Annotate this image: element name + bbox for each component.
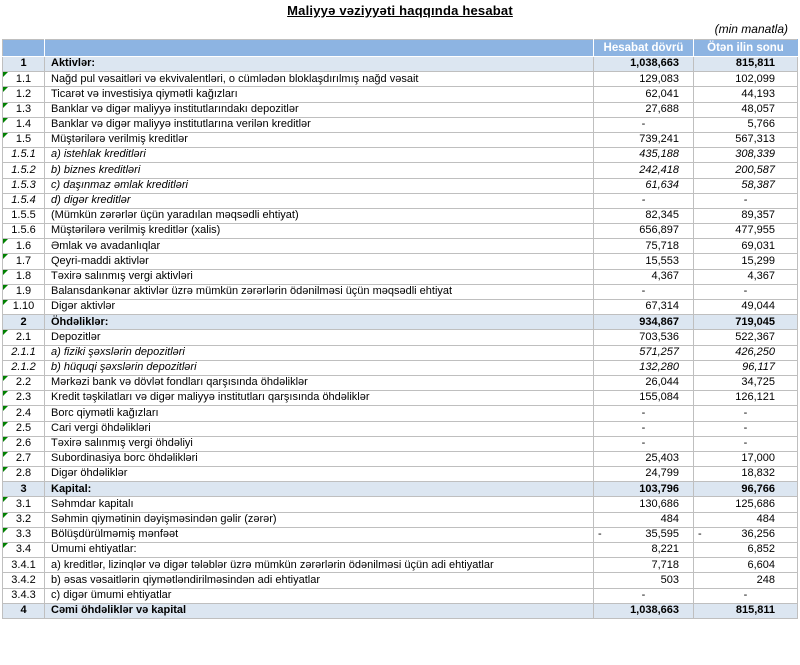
row-number-cell: 1 [3, 57, 45, 72]
row-number-cell: 1.9 [3, 284, 45, 299]
minus-sign: - [698, 528, 702, 541]
prior-year-value-cell: 102,099 [694, 72, 798, 87]
current-period-value-cell: 155,084 [594, 391, 694, 406]
cell-flag-triangle-icon [3, 391, 8, 396]
current-period-value-cell: 1,038,663 [594, 57, 694, 72]
prior-year-value-cell: - [694, 421, 798, 436]
current-period-value-cell: 656,897 [594, 224, 694, 239]
prior-year-value-cell: - [694, 588, 798, 603]
cell-flag-triangle-icon [3, 285, 8, 290]
table-row [3, 300, 798, 315]
row-label-cell: a) kreditlər, lizinqlər və digər tələblər üzrə mümkün zərərlərin ödənilməsi üçün adi ehtiyatlar [45, 558, 594, 573]
current-period-value-cell: 82,345 [594, 208, 694, 223]
table-row [3, 239, 798, 254]
cell-flag-triangle-icon [3, 239, 8, 244]
prior-year-value-cell: 96,117 [694, 360, 798, 375]
current-period-value-cell: 4,367 [594, 269, 694, 284]
cell-flag-triangle-icon [3, 254, 8, 259]
row-label-cell: Subordinasiya borc öhdəlikləri [45, 451, 594, 466]
header-prior-year-end: Ötən ilin sonu [694, 40, 798, 57]
row-number-cell: 1.5.1 [3, 148, 45, 163]
row-label-cell: Depozitlər [45, 330, 594, 345]
current-period-value-cell: 130,686 [594, 497, 694, 512]
header-row-number [3, 40, 45, 57]
current-period-value-cell: 739,241 [594, 132, 694, 147]
current-period-value-cell: 703,536 [594, 330, 694, 345]
current-period-value-cell: 129,083 [594, 72, 694, 87]
row-number-cell: 1.5.3 [3, 178, 45, 193]
prior-year-value-cell: 477,955 [694, 224, 798, 239]
prior-year-value-cell: 248 [694, 573, 798, 588]
row-label-cell: c) daşınmaz əmlak kreditləri [45, 178, 594, 193]
cell-flag-triangle-icon [3, 528, 8, 533]
table-row [3, 375, 798, 390]
row-number-cell: 1.5 [3, 132, 45, 147]
row-label-cell: Müştərilərə verilmiş kreditlər [45, 132, 594, 147]
row-number-cell: 2.1.2 [3, 360, 45, 375]
prior-year-value-cell: 18,832 [694, 467, 798, 482]
row-number-cell: 1.8 [3, 269, 45, 284]
prior-year-value-cell: 308,339 [694, 148, 798, 163]
table-row [3, 573, 798, 588]
row-number-cell: 1.7 [3, 254, 45, 269]
prior-year-value-cell: 5,766 [694, 117, 798, 132]
row-label-cell: Öhdəliklər: [45, 315, 594, 330]
table-row [3, 117, 798, 132]
current-period-value-cell [594, 527, 694, 542]
row-number-cell: 3.3 [3, 527, 45, 542]
row-label-cell: Borc qiymətli kağızları [45, 406, 594, 421]
row-label-cell: Səhmdar kapitalı [45, 497, 594, 512]
cell-flag-triangle-icon [3, 270, 8, 275]
table-row [3, 57, 798, 72]
negative-value [694, 529, 775, 541]
prior-year-value-cell: 719,045 [694, 315, 798, 330]
value-text: 36,256 [741, 528, 775, 541]
prior-year-value-cell: 484 [694, 512, 798, 527]
current-period-value-cell: 24,799 [594, 467, 694, 482]
current-period-value-cell: - [594, 588, 694, 603]
row-label-cell: Digər aktivlər [45, 300, 594, 315]
current-period-value-cell: - [594, 436, 694, 451]
current-period-value-cell: 103,796 [594, 482, 694, 497]
row-number-cell: 1.5.6 [3, 224, 45, 239]
row-label-cell: Kapital: [45, 482, 594, 497]
table-row [3, 269, 798, 284]
row-number-cell: 2 [3, 315, 45, 330]
cell-flag-triangle-icon [3, 376, 8, 381]
cell-flag-triangle-icon [3, 513, 8, 518]
row-label-cell: Mərkəzi bank və dövlət fondları qarşısında öhdəliklər [45, 375, 594, 390]
prior-year-value-cell: - [694, 406, 798, 421]
current-period-value-cell: 1,038,663 [594, 603, 694, 618]
table-row [3, 451, 798, 466]
row-label-cell: Ümumi ehtiyatlar: [45, 543, 594, 558]
prior-year-value-cell: 815,811 [694, 57, 798, 72]
table-row [3, 208, 798, 223]
row-number-cell: 3.1 [3, 497, 45, 512]
cell-flag-triangle-icon [3, 437, 8, 442]
table-row [3, 330, 798, 345]
current-period-value-cell: 934,867 [594, 315, 694, 330]
table-row [3, 512, 798, 527]
table-row [3, 148, 798, 163]
row-label-cell: Qeyri-maddi aktivlər [45, 254, 594, 269]
row-label-cell: Aktivlər: [45, 57, 594, 72]
current-period-value-cell: - [594, 284, 694, 299]
row-label-cell: Təxirə salınmış vergi öhdəliyi [45, 436, 594, 451]
table-row [3, 391, 798, 406]
row-label-cell: Təxirə salınmış vergi aktivləri [45, 269, 594, 284]
cell-flag-triangle-icon [3, 87, 8, 92]
table-row [3, 543, 798, 558]
header-description [45, 40, 594, 57]
row-number-cell: 2.1.1 [3, 345, 45, 360]
prior-year-value-cell: 6,852 [694, 543, 798, 558]
cell-flag-triangle-icon [3, 467, 8, 472]
table-row [3, 178, 798, 193]
current-period-value-cell: - [594, 406, 694, 421]
row-label-cell: c) digər ümumi ehtiyatlar [45, 588, 594, 603]
cell-flag-triangle-icon [3, 118, 8, 123]
cell-flag-triangle-icon [3, 72, 8, 77]
page-title: Maliyyə vəziyyəti haqqında hesabat [287, 3, 513, 18]
cell-flag-triangle-icon [3, 330, 8, 335]
row-label-cell: Əmlak və avadanlıqlar [45, 239, 594, 254]
table-row [3, 360, 798, 375]
table-row [3, 132, 798, 147]
table-row [3, 102, 798, 117]
row-number-cell: 2.2 [3, 375, 45, 390]
row-number-cell: 2.8 [3, 467, 45, 482]
row-number-cell: 1.6 [3, 239, 45, 254]
row-label-cell: b) əsas vəsaitlərin qiymətləndirilməsindən adi ehtiyatlar [45, 573, 594, 588]
current-period-value-cell: 75,718 [594, 239, 694, 254]
table-row [3, 558, 798, 573]
negative-value [594, 529, 679, 541]
header-current-period: Hesabat dövrü [594, 40, 694, 57]
row-label-cell: a) fiziki şəxslərin depozitləri [45, 345, 594, 360]
table-row [3, 345, 798, 360]
row-label-cell: Səhmin qiymətinin dəyişməsindən gəlir (zərər) [45, 512, 594, 527]
table-row [3, 87, 798, 102]
prior-year-value-cell: 6,604 [694, 558, 798, 573]
cell-flag-triangle-icon [3, 103, 8, 108]
financial-statement-table [2, 39, 798, 619]
prior-year-value-cell: 44,193 [694, 87, 798, 102]
current-period-value-cell: 25,403 [594, 451, 694, 466]
row-label-cell: Kredit təşkilatları və digər maliyyə institutları qarşısında öhdəliklər [45, 391, 594, 406]
current-period-value-cell: 8,221 [594, 543, 694, 558]
row-number-cell: 4 [3, 603, 45, 618]
row-number-cell: 1.5.2 [3, 163, 45, 178]
table-row [3, 284, 798, 299]
row-label-cell: Müştərilərə verilmiş kreditlər (xalis) [45, 224, 594, 239]
row-label-cell: Banklar və digər maliyyə institutlarına verilən kreditlər [45, 117, 594, 132]
table-header-row [3, 40, 798, 57]
current-period-value-cell: 15,553 [594, 254, 694, 269]
table-row [3, 254, 798, 269]
current-period-value-cell: 503 [594, 573, 694, 588]
row-label-cell: b) biznes kreditləri [45, 163, 594, 178]
row-number-cell: 1.2 [3, 87, 45, 102]
table-row [3, 406, 798, 421]
cell-flag-triangle-icon [3, 300, 8, 305]
prior-year-value-cell: 48,057 [694, 102, 798, 117]
current-period-value-cell: 132,280 [594, 360, 694, 375]
table-row [3, 527, 798, 542]
table-row [3, 163, 798, 178]
current-period-value-cell: 242,418 [594, 163, 694, 178]
prior-year-value-cell: 4,367 [694, 269, 798, 284]
prior-year-value-cell: 69,031 [694, 239, 798, 254]
row-label-cell: Digər öhdəliklər [45, 467, 594, 482]
prior-year-value-cell: 49,044 [694, 300, 798, 315]
prior-year-value-cell [694, 527, 798, 542]
table-row [3, 421, 798, 436]
table-row [3, 482, 798, 497]
prior-year-value-cell: - [694, 436, 798, 451]
prior-year-value-cell: 567,313 [694, 132, 798, 147]
row-label-cell: Banklar və digər maliyyə institutlarındakı depozitlər [45, 102, 594, 117]
row-number-cell: 1.1 [3, 72, 45, 87]
cell-flag-triangle-icon [3, 497, 8, 502]
row-number-cell: 2.6 [3, 436, 45, 451]
table-row [3, 193, 798, 208]
row-number-cell: 2.4 [3, 406, 45, 421]
prior-year-value-cell: 58,387 [694, 178, 798, 193]
prior-year-value-cell: 200,587 [694, 163, 798, 178]
row-label-cell: Balansdankənar aktivlər üzrə mümkün zərərlərin ödənilməsi üçün məqsədli ehtiyat [45, 284, 594, 299]
row-number-cell: 3.2 [3, 512, 45, 527]
current-period-value-cell: 26,044 [594, 375, 694, 390]
row-number-cell: 1.5.4 [3, 193, 45, 208]
table-row [3, 315, 798, 330]
row-number-cell: 2.3 [3, 391, 45, 406]
prior-year-value-cell: 426,250 [694, 345, 798, 360]
minus-sign: - [598, 528, 602, 541]
table-row [3, 497, 798, 512]
row-number-cell: 1.4 [3, 117, 45, 132]
current-period-value-cell: 484 [594, 512, 694, 527]
current-period-value-cell: 61,634 [594, 178, 694, 193]
prior-year-value-cell: 126,121 [694, 391, 798, 406]
row-number-cell: 3.4 [3, 543, 45, 558]
row-label-cell: d) digər kreditlər [45, 193, 594, 208]
cell-flag-triangle-icon [3, 452, 8, 457]
row-number-cell: 3.4.1 [3, 558, 45, 573]
table-row [3, 72, 798, 87]
table-row [3, 436, 798, 451]
row-number-cell: 2.5 [3, 421, 45, 436]
current-period-value-cell: 571,257 [594, 345, 694, 360]
current-period-value-cell: - [594, 421, 694, 436]
row-label-cell: Bölüşdürülməmiş mənfəət [45, 527, 594, 542]
prior-year-value-cell: - [694, 193, 798, 208]
row-number-cell: 1.5.5 [3, 208, 45, 223]
row-number-cell: 2.7 [3, 451, 45, 466]
row-number-cell: 1.3 [3, 102, 45, 117]
prior-year-value-cell: 89,357 [694, 208, 798, 223]
row-number-cell: 3 [3, 482, 45, 497]
row-number-cell: 2.1 [3, 330, 45, 345]
current-period-value-cell: - [594, 117, 694, 132]
prior-year-value-cell: 125,686 [694, 497, 798, 512]
table-row [3, 588, 798, 603]
prior-year-value-cell: 34,725 [694, 375, 798, 390]
prior-year-value-cell: 17,000 [694, 451, 798, 466]
row-label-cell: (Mümkün zərərlər üçün yaradılan məqsədli ehtiyat) [45, 208, 594, 223]
row-number-cell: 3.4.2 [3, 573, 45, 588]
current-period-value-cell: 62,041 [594, 87, 694, 102]
row-number-cell: 1.10 [3, 300, 45, 315]
current-period-value-cell: 435,188 [594, 148, 694, 163]
row-label-cell: Ticarət və investisiya qiymətli kağızları [45, 87, 594, 102]
prior-year-value-cell: 522,367 [694, 330, 798, 345]
prior-year-value-cell: - [694, 284, 798, 299]
row-label-cell: a) istehlak kreditləri [45, 148, 594, 163]
current-period-value-cell: - [594, 193, 694, 208]
current-period-value-cell: 67,314 [594, 300, 694, 315]
row-label-cell: b) hüquqi şəxslərin depozitləri [45, 360, 594, 375]
row-label-cell: Nağd pul vəsaitləri və ekvivalentləri, o cümlədən bloklaşdırılmış nağd vəsait [45, 72, 594, 87]
prior-year-value-cell: 15,299 [694, 254, 798, 269]
cell-flag-triangle-icon [3, 543, 8, 548]
cell-flag-triangle-icon [3, 422, 8, 427]
table-row [3, 603, 798, 618]
current-period-value-cell: 7,718 [594, 558, 694, 573]
value-text: 35,595 [645, 528, 679, 541]
row-number-cell: 3.4.3 [3, 588, 45, 603]
row-label-cell: Cəmi öhdəliklər və kapital [45, 603, 594, 618]
unit-note: (min manatla) [714, 22, 788, 36]
prior-year-value-cell: 815,811 [694, 603, 798, 618]
prior-year-value-cell: 96,766 [694, 482, 798, 497]
table-row [3, 467, 798, 482]
current-period-value-cell: 27,688 [594, 102, 694, 117]
row-label-cell: Cari vergi öhdəlikləri [45, 421, 594, 436]
cell-flag-triangle-icon [3, 133, 8, 138]
cell-flag-triangle-icon [3, 406, 8, 411]
table-row [3, 224, 798, 239]
